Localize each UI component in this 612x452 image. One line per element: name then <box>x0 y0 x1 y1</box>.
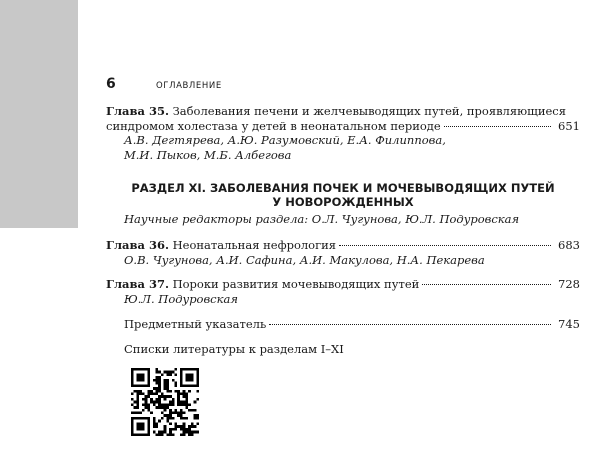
page-edge-band <box>0 0 78 228</box>
page-ref: 651 <box>558 118 580 133</box>
chapter-title: Неонатальная нефрология <box>172 238 337 252</box>
chapter-label: Глава 35. <box>106 104 169 118</box>
toc-entry-chapter-36 <box>106 238 580 267</box>
section-heading-line-2: У НОВОРОЖДЕННЫХ <box>272 195 414 209</box>
index-title: Предметный указатель <box>124 317 267 331</box>
chapter-label: Глава 37. <box>106 277 169 291</box>
toc-entry-line <box>106 277 580 292</box>
chapter-title-line-2: синдромом холестаза у детей в неонатальном периоде <box>106 118 441 133</box>
dot-leader <box>444 126 551 127</box>
page-ref: 728 <box>558 277 580 291</box>
toc-entry-chapter-37 <box>106 277 580 306</box>
page-ref: 745 <box>558 317 580 331</box>
toc-entry-index <box>106 317 580 332</box>
section-heading-line-1: РАЗДЕЛ XI. ЗАБОЛЕВАНИЯ ПОЧЕК И МОЧЕВЫВОДЯЩИХ ПУТЕЙ <box>131 181 555 195</box>
section-heading <box>106 181 580 209</box>
toc-entry-line <box>106 104 580 119</box>
chapter-authors: Ю.Л. Подуровская <box>124 291 238 306</box>
chapter-title-line-1: Заболевания печени и желчевыводящих путей, проявляющиеся <box>172 104 566 118</box>
chapter-authors: А.В. Дегтярева, А.Ю. Разумовский, Е.А. Филиппова, <box>124 133 446 147</box>
dot-leader <box>422 284 551 285</box>
chapter-label: Глава 36. <box>106 238 169 252</box>
running-header-title: ОГЛАВЛЕНИЕ <box>156 81 222 91</box>
toc-entry-line <box>106 119 580 134</box>
chapter-title: Пороки развития мочевыводящих путей <box>172 277 420 291</box>
page-ref: 683 <box>558 238 580 252</box>
section-editors: Научные редакторы раздела: О.Л. Чугунова, Ю.Л. Подуровская <box>124 212 520 226</box>
running-header <box>106 76 222 92</box>
references-title: Списки литературы к разделам I–XI <box>124 342 344 356</box>
toc-entry-chapter-35 <box>106 104 580 162</box>
dot-leader <box>339 245 551 246</box>
chapter-authors: О.В. Чугунова, А.И. Сафина, А.И. Макулова, Н.А. Пекарева <box>124 252 485 267</box>
page-number: 6 <box>106 76 116 92</box>
toc-entry-line <box>106 238 580 253</box>
toc-entry-references <box>106 342 580 357</box>
chapter-authors: М.И. Пыков, М.Б. Албегова <box>124 147 292 162</box>
toc-entry-line <box>106 317 580 332</box>
dot-leader <box>269 324 551 325</box>
qr-code[interactable] <box>131 368 199 436</box>
